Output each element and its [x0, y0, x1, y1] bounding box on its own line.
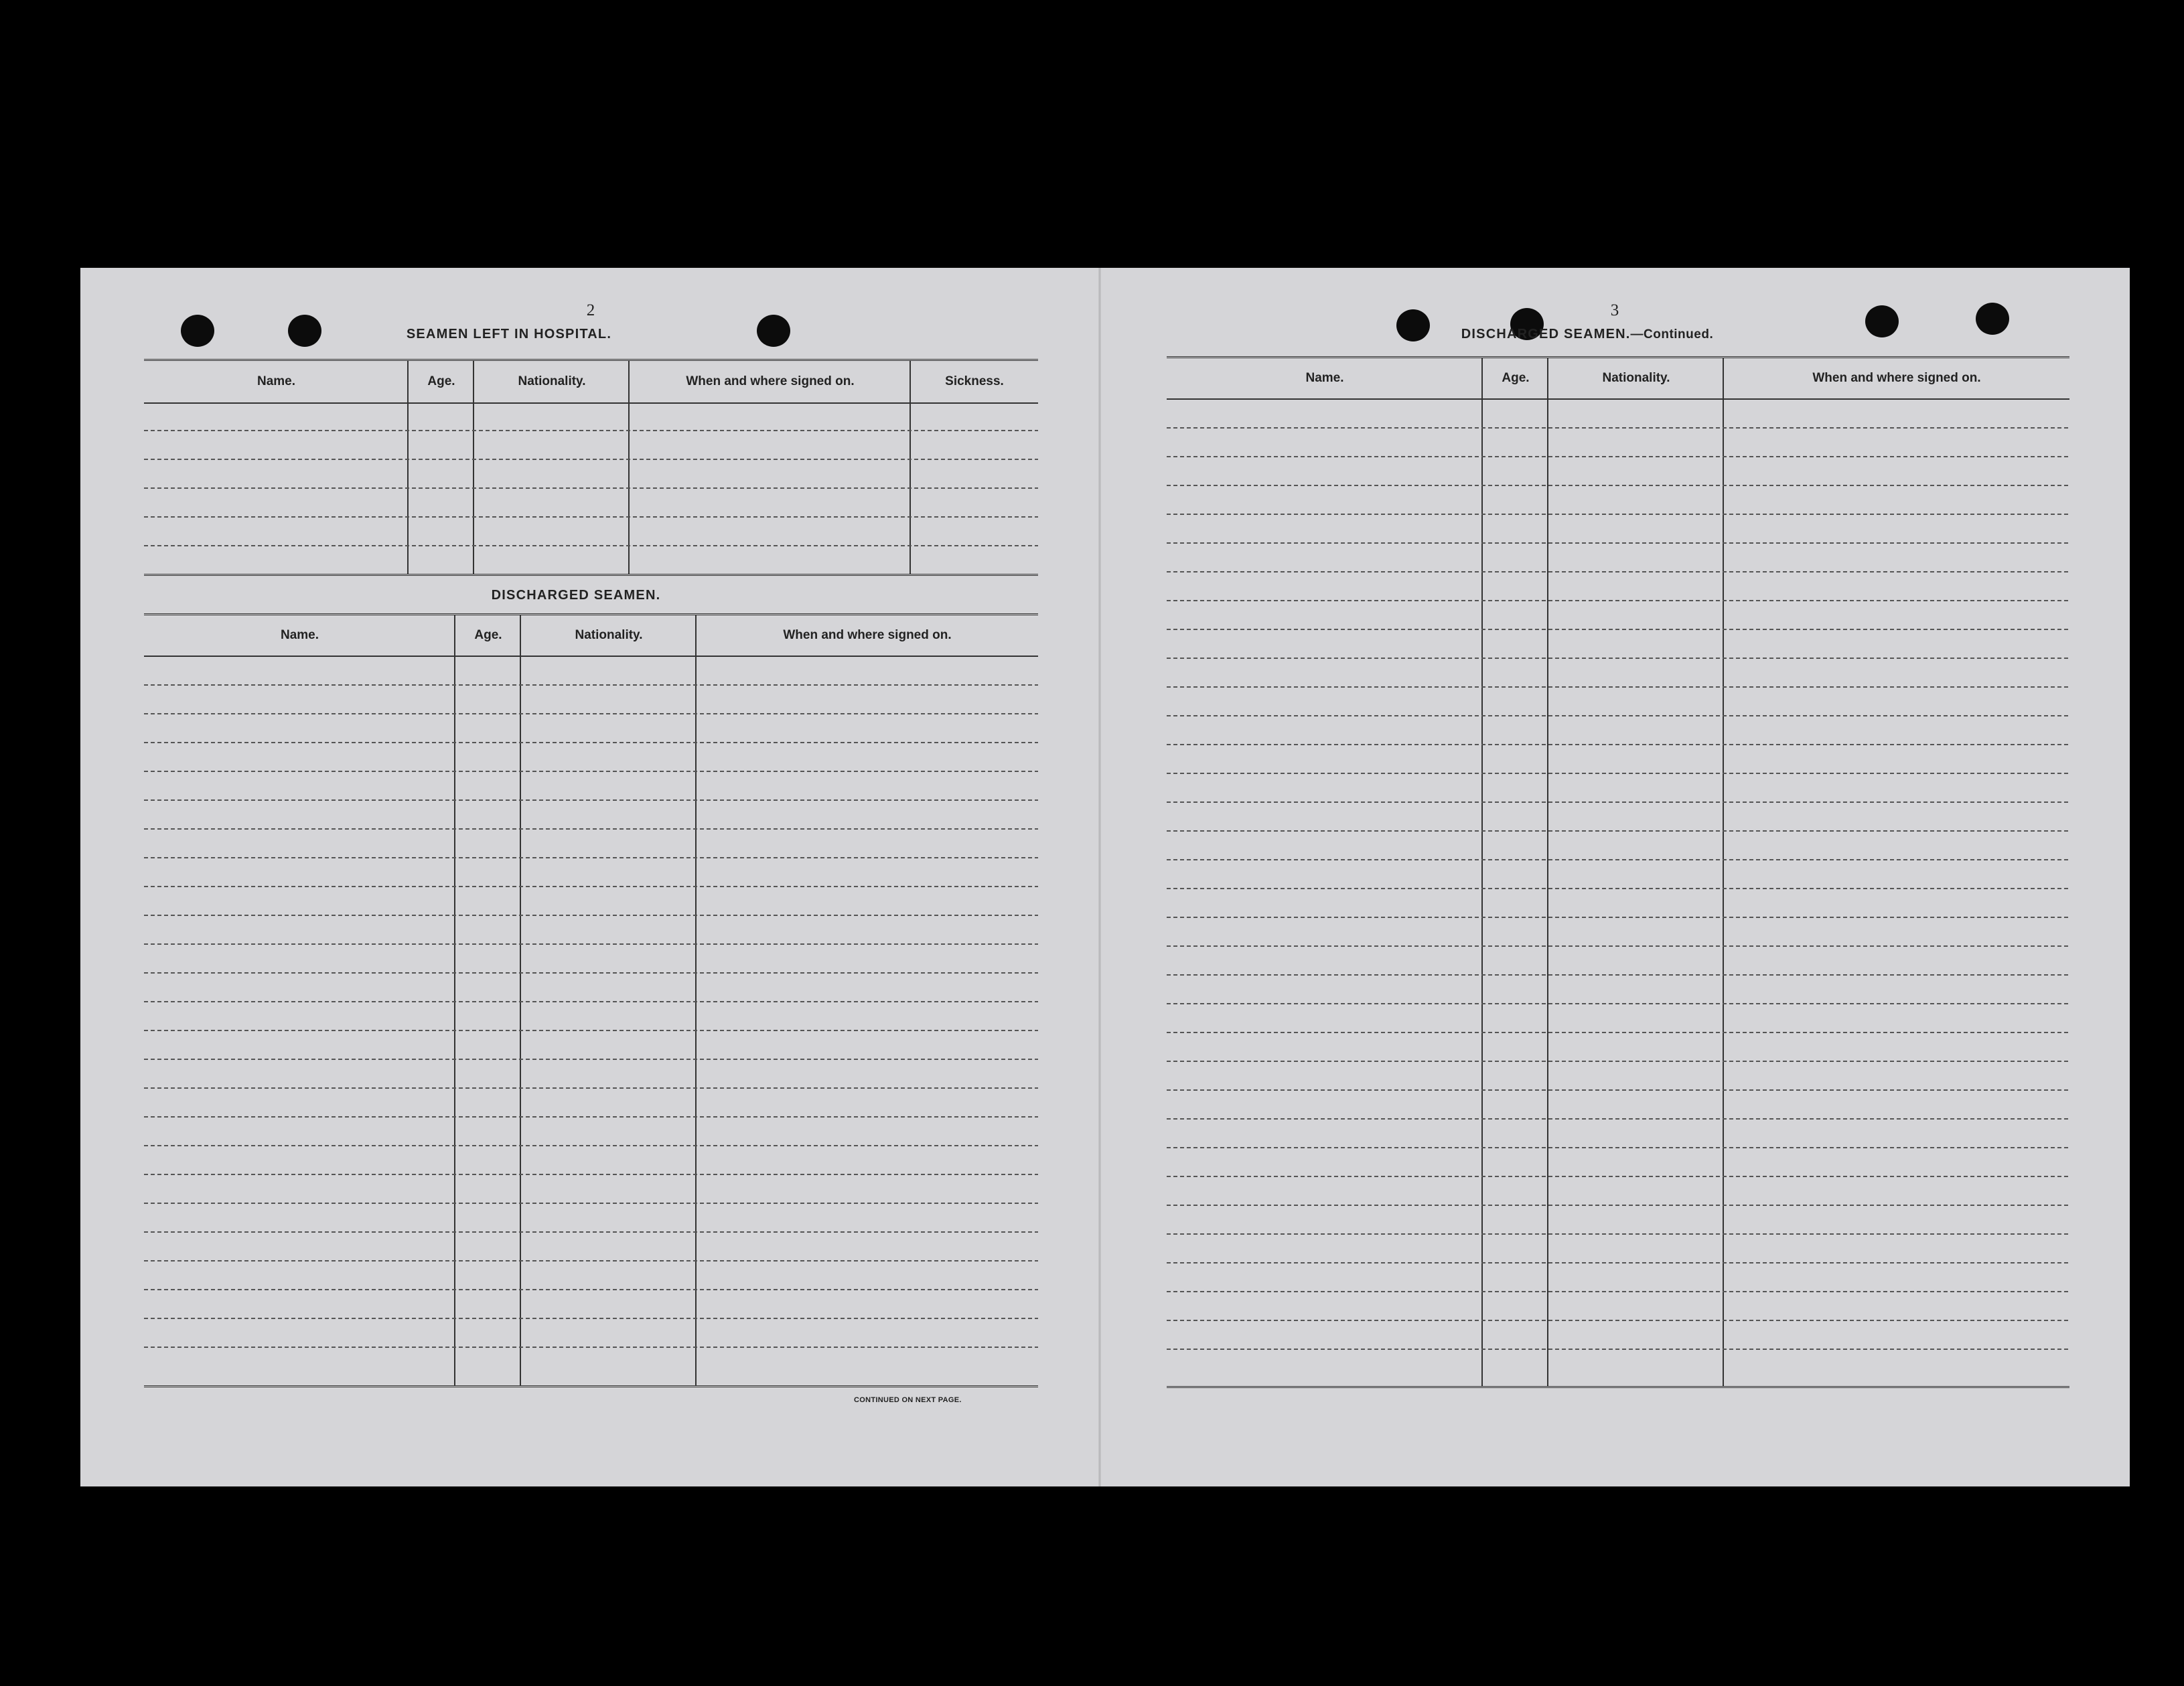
page-number: 3 [1610, 301, 1619, 319]
punch-hole [181, 315, 214, 347]
column-divider [407, 361, 409, 574]
column-divider [454, 615, 455, 1385]
column-divider [520, 615, 521, 1385]
continued-footer: CONTINUED ON NEXT PAGE. [854, 1396, 962, 1404]
column-divider [473, 361, 474, 574]
column-divider [909, 361, 911, 574]
column-header-name: Name. [280, 628, 319, 642]
discharged-continued-title-suffix: —Continued. [1630, 327, 1714, 341]
column-header-age: Age. [474, 628, 502, 642]
punch-hole [1865, 305, 1899, 337]
column-divider [628, 361, 630, 574]
column-divider [695, 615, 697, 1385]
document-sheet [80, 268, 2130, 1486]
table-header [1167, 358, 2069, 400]
column-header-when-where: When and where signed on. [783, 628, 952, 642]
punch-hole [288, 315, 321, 347]
page-number: 2 [586, 301, 595, 319]
hospital-table [144, 359, 1038, 576]
page-fold [1098, 268, 1101, 1486]
punch-hole [1976, 303, 2009, 335]
discharged-continued-title [1420, 327, 1755, 342]
column-header-nationality: Nationality. [575, 628, 643, 642]
column-header-nationality: Nationality. [1602, 371, 1670, 385]
column-header-name: Name. [257, 374, 296, 388]
column-header-name: Name. [1305, 371, 1344, 385]
column-header-when-where: When and where signed on. [686, 374, 855, 388]
column-divider [1547, 358, 1548, 1386]
discharged-continued-table [1167, 356, 2069, 1388]
hospital-section-title: SEAMEN LEFT IN HOSPITAL. [406, 327, 612, 341]
column-header-when-where: When and where signed on. [1812, 371, 1981, 385]
column-header-sickness: Sickness. [945, 374, 1004, 388]
table-header [144, 361, 1038, 404]
column-header-nationality: Nationality. [518, 374, 586, 388]
table-header [144, 615, 1038, 657]
discharged-section-title: DISCHARGED SEAMEN. [491, 588, 661, 603]
column-header-age: Age. [427, 374, 455, 388]
discharged-continued-title-main: DISCHARGED SEAMEN. [1461, 327, 1631, 341]
punch-hole [757, 315, 790, 347]
column-divider [1481, 358, 1483, 1386]
discharged-table [144, 613, 1038, 1387]
column-header-age: Age. [1502, 371, 1530, 385]
column-divider [1723, 358, 1724, 1386]
